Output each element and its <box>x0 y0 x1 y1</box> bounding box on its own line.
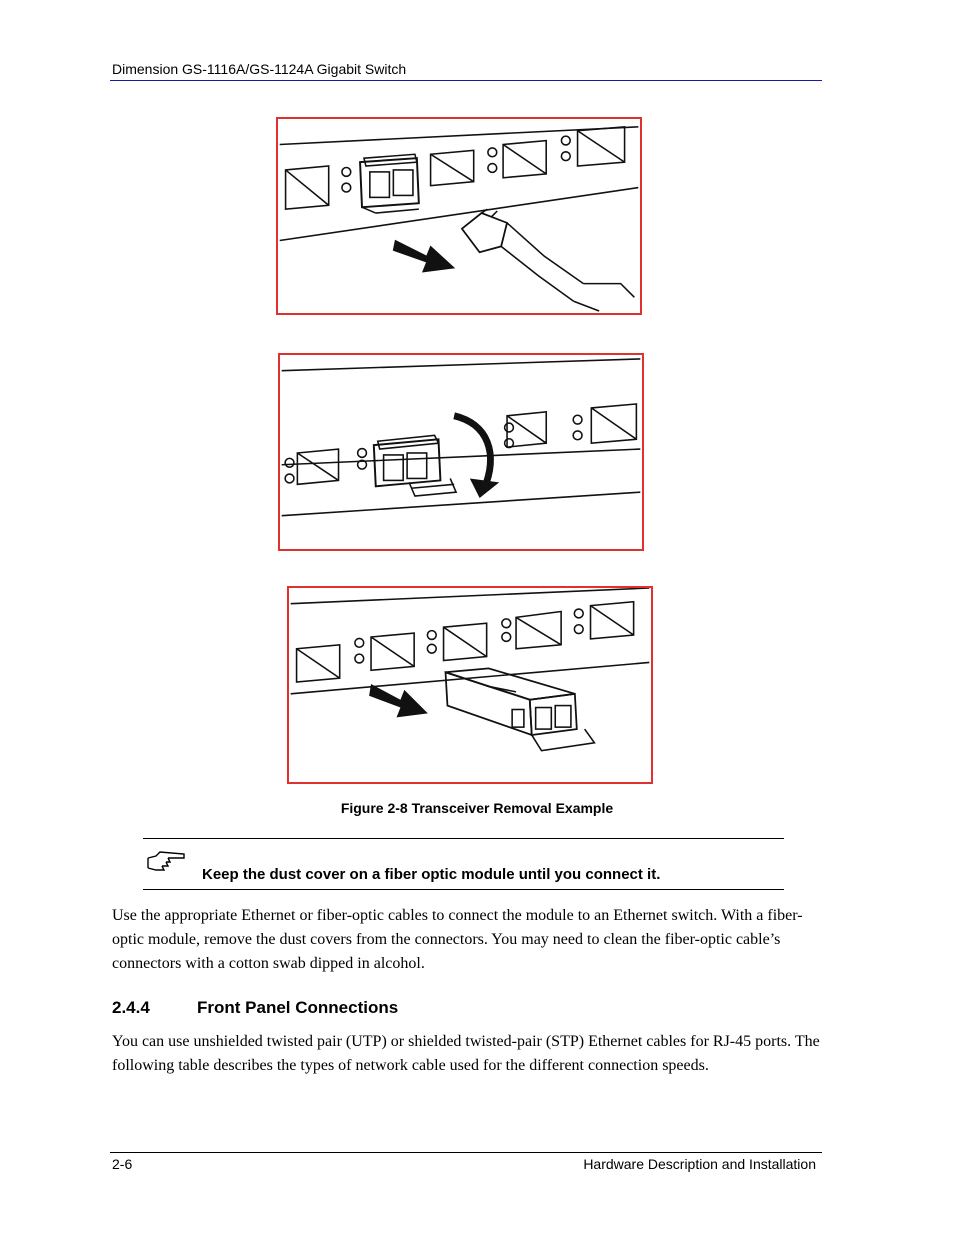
figure-panel-unplug-cable <box>276 117 642 315</box>
body-paragraph-cables: Use the appropriate Ethernet or fiber-optic cables to connect the module to an Ethernet switch. With a fiber-optic module, remove the dust covers from the connectors. You may need to clean the fiber-optic cable’s connectors with a cotton swab dipped in alcohol. <box>112 907 803 972</box>
header-title: Dimension GS-1116A/GS-1124A Gigabit Switch <box>112 61 407 77</box>
section-title: Front Panel Connections <box>197 998 399 1017</box>
illustration-open-latch <box>280 355 642 549</box>
section-number: 2.4.4 <box>112 998 150 1017</box>
illustration-unplug-cable <box>278 119 640 313</box>
section-heading <box>112 998 398 1018</box>
footer-page-number: 2-6 <box>112 1156 133 1172</box>
figure-panel-remove-module <box>287 586 653 784</box>
body-paragraph-front-panel: You can use unshielded twisted pair (UTP) or shielded twisted-pair (STP) Ethernet cables for RJ-45 ports. The following table describes the types of network cable used for the different connection speeds. <box>112 1033 820 1074</box>
note-rule-top <box>143 838 784 839</box>
footer-chapter: Hardware Description and Installation <box>583 1156 816 1172</box>
pointing-hand-icon <box>146 850 186 876</box>
note-rule-bottom <box>143 889 784 890</box>
figure-caption: Figure 2-8 Transceiver Removal Example <box>340 800 614 816</box>
illustration-remove-module <box>289 588 651 782</box>
figure-panel-open-latch <box>278 353 644 551</box>
note-text: Keep the dust cover on a fiber optic module until you connect it. <box>202 866 661 883</box>
header-rule <box>110 80 822 81</box>
footer-rule <box>110 1152 822 1153</box>
